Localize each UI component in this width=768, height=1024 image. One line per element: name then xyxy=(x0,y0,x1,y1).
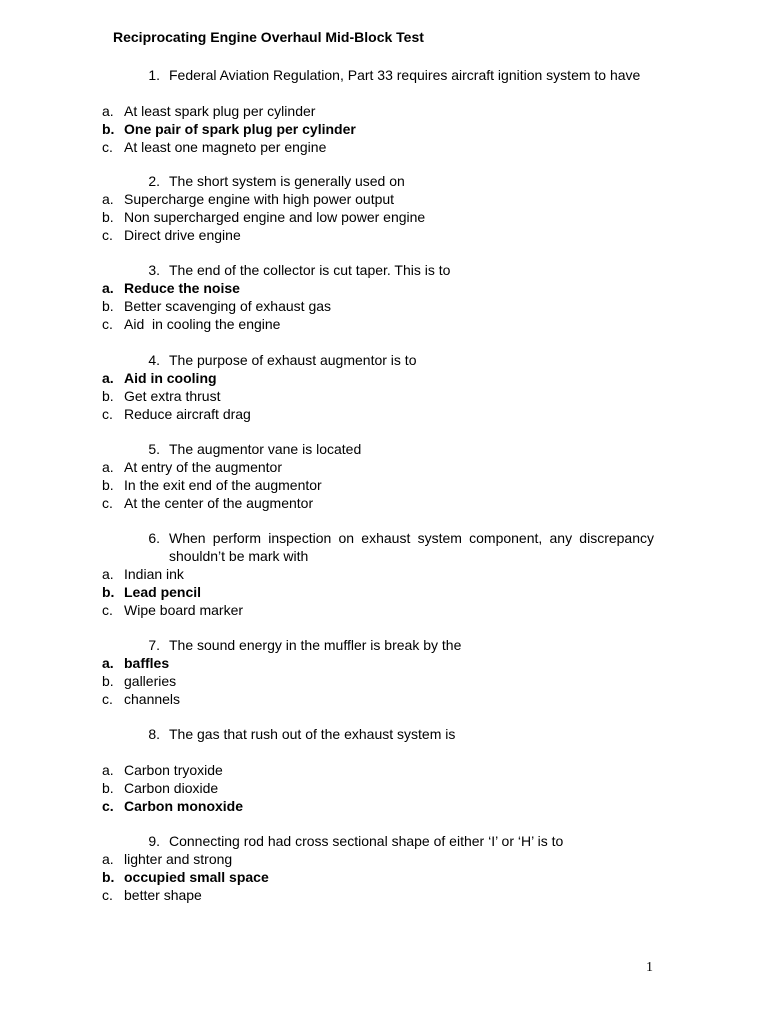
option-text: Carbon monoxide xyxy=(124,798,244,814)
option-text: better shape xyxy=(124,887,202,903)
option-text: Non supercharged engine and low power engine xyxy=(124,209,426,225)
option-text: Lead pencil xyxy=(124,584,202,600)
question-stem xyxy=(0,832,768,850)
question-stem xyxy=(0,725,768,743)
option-text: At least one magneto per engine xyxy=(124,139,327,155)
option-letter: a. xyxy=(102,459,114,475)
option-b xyxy=(0,387,768,405)
option-text: Indian ink xyxy=(124,566,184,582)
option-c xyxy=(0,690,768,708)
question-stem xyxy=(0,529,768,565)
question-number: 1. xyxy=(148,67,160,83)
option-letter: a. xyxy=(102,191,114,207)
option-text: Reduce aircraft drag xyxy=(124,406,251,422)
option-text: Better scavenging of exhaust gas xyxy=(124,298,332,314)
option-text: baffles xyxy=(124,655,170,671)
page-number: 1 xyxy=(646,960,653,975)
option-text: Wipe board marker xyxy=(124,602,244,618)
option-a xyxy=(0,761,768,779)
option-letter: c. xyxy=(102,887,113,903)
question-7 xyxy=(0,636,768,708)
option-c-correct xyxy=(0,797,768,815)
question-stem xyxy=(0,172,768,190)
option-c xyxy=(0,405,768,423)
option-b xyxy=(0,476,768,494)
option-c xyxy=(0,315,768,333)
question-4 xyxy=(0,351,768,423)
question-text: The end of the collector is cut taper. This is to xyxy=(169,262,451,278)
option-text: Supercharge engine with high power output xyxy=(124,191,395,207)
question-number: 4. xyxy=(148,352,160,368)
question-text: The short system is generally used on xyxy=(169,173,405,189)
option-a-correct xyxy=(0,369,768,387)
option-letter: a. xyxy=(102,655,114,671)
question-9 xyxy=(0,832,768,904)
question-8 xyxy=(0,725,768,815)
option-text: At least spark plug per cylinder xyxy=(124,103,316,119)
question-2 xyxy=(0,172,768,244)
option-letter: c. xyxy=(102,602,113,618)
option-a-correct xyxy=(0,654,768,672)
option-b xyxy=(0,779,768,797)
question-text: The augmentor vane is located xyxy=(169,441,362,457)
option-text: channels xyxy=(124,691,181,707)
question-3 xyxy=(0,261,768,333)
question-number: 8. xyxy=(148,726,160,742)
option-letter: a. xyxy=(102,103,114,119)
option-text: Get extra thrust xyxy=(124,388,221,404)
spacer xyxy=(0,743,768,761)
option-a-correct xyxy=(0,279,768,297)
option-letter: b. xyxy=(102,477,114,493)
option-letter: c. xyxy=(102,495,113,511)
option-text: occupied small space xyxy=(124,869,269,885)
question-number: 7. xyxy=(148,637,160,653)
question-number: 3. xyxy=(148,262,160,278)
option-text: At the center of the augmentor xyxy=(124,495,314,511)
option-letter: b. xyxy=(102,584,115,600)
question-stem xyxy=(0,351,768,369)
option-letter: c. xyxy=(102,798,114,814)
question-6 xyxy=(0,529,768,619)
option-text: One pair of spark plug per cylinder xyxy=(124,121,356,137)
option-b-correct xyxy=(0,583,768,601)
option-b xyxy=(0,208,768,226)
option-text: In the exit end of the augmentor xyxy=(124,477,322,493)
option-c xyxy=(0,138,768,156)
option-text: Carbon tryoxide xyxy=(124,762,223,778)
option-b xyxy=(0,297,768,315)
option-letter: b. xyxy=(102,388,114,404)
option-letter: a. xyxy=(102,370,114,386)
option-a xyxy=(0,565,768,583)
question-text: When perform inspection on exhaust system component, any discrepancy shouldn’t be mark with xyxy=(169,530,654,564)
option-letter: b. xyxy=(102,209,114,225)
question-stem xyxy=(0,261,768,279)
question-number: 2. xyxy=(148,173,160,189)
page-title: Reciprocating Engine Overhaul Mid-Block Test xyxy=(113,29,424,45)
option-c xyxy=(0,494,768,512)
question-stem xyxy=(0,440,768,458)
question-number: 6. xyxy=(148,530,160,546)
option-text: galleries xyxy=(124,673,177,689)
option-text: Direct drive engine xyxy=(124,227,241,243)
option-c xyxy=(0,886,768,904)
option-text: Carbon dioxide xyxy=(124,780,219,796)
option-letter: a. xyxy=(102,566,114,582)
option-a xyxy=(0,102,768,120)
option-b-correct xyxy=(0,120,768,138)
option-letter: b. xyxy=(102,780,114,796)
option-letter: a. xyxy=(102,280,114,296)
option-letter: c. xyxy=(102,406,113,422)
option-letter: c. xyxy=(102,227,113,243)
question-text: The gas that rush out of the exhaust system is xyxy=(169,726,456,742)
question-5 xyxy=(0,440,768,512)
option-letter: c. xyxy=(102,139,113,155)
option-letter: b. xyxy=(102,869,115,885)
option-letter: c. xyxy=(102,316,113,332)
option-letter: b. xyxy=(102,673,114,689)
option-text: At entry of the augmentor xyxy=(124,459,282,475)
option-letter: a. xyxy=(102,851,114,867)
option-c xyxy=(0,601,768,619)
question-stem xyxy=(0,636,768,654)
option-letter: a. xyxy=(102,762,114,778)
question-text: The purpose of exhaust augmentor is to xyxy=(169,352,417,368)
question-text: The sound energy in the muffler is break by the xyxy=(169,637,462,653)
option-a xyxy=(0,190,768,208)
option-c xyxy=(0,226,768,244)
option-text: lighter and strong xyxy=(124,851,233,867)
option-text: Aid in cooling the engine xyxy=(124,316,281,332)
question-number: 9. xyxy=(148,833,160,849)
option-letter: c. xyxy=(102,691,113,707)
option-a xyxy=(0,850,768,868)
question-1 xyxy=(0,66,768,156)
option-letter: b. xyxy=(102,298,114,314)
option-text: Aid in cooling xyxy=(124,370,217,386)
question-text: Connecting rod had cross sectional shape of either ‘I’ or ‘H’ is to xyxy=(169,833,564,849)
option-letter: b. xyxy=(102,121,115,137)
option-a xyxy=(0,458,768,476)
question-stem xyxy=(0,66,768,102)
option-b xyxy=(0,672,768,690)
option-b-correct xyxy=(0,868,768,886)
question-text: Federal Aviation Regulation, Part 33 requires aircraft ignition system to have xyxy=(169,67,641,83)
question-number: 5. xyxy=(148,441,160,457)
option-text: Reduce the noise xyxy=(124,280,240,296)
